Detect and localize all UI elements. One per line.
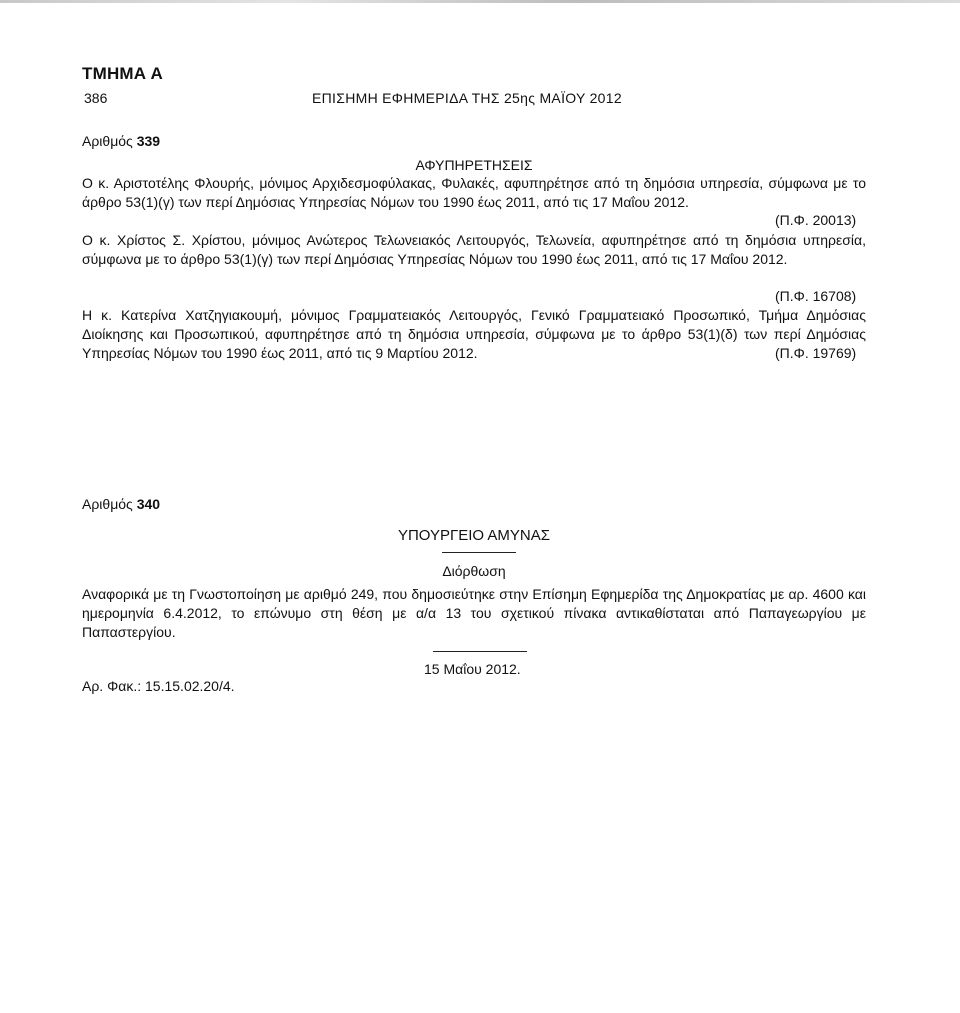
entry-1-text: Ο κ. Αριστοτέλης Φλουρής, μόνιμος Αρχιδεσμοφύλακας, Φυλακές, αφυπηρέτησε από τη δημόσια υπηρεσία, σύμφωνα με το άρθρο 53(1)(γ) των περί Δημόσιας Υπηρεσίας Νόμων του 1990 έως 2011, από τις 17 Μαΐου 2012. <box>82 175 866 210</box>
entry-3-ref: (Π.Φ. 19769) <box>775 345 857 361</box>
entry-3-text <box>82 287 866 363</box>
entry-2-ref: (Π.Φ. 16708) <box>775 288 857 304</box>
correction-body: Αναφορικά με τη Γνωστοποίηση με αριθμό 249, που δημοσιεύτηκε στην Επίσημη Εφημερίδα της Δημοκρατίας με αρ. 4600 και ημερομηνία 6.4.2012, το επώνυμο στη θέση με α/α 13 του σχετικού πίνακα αντικαθίσταται από Παπαγεωργίου με Παπαστεργίου. <box>82 586 866 640</box>
correction-subheading: Διόρθωση <box>442 563 506 579</box>
entry-3-body: Η κ. Κατερίνα Χατζηγιακουμή, μόνιμος Γραμματειακός Λειτουργός, Γενικό Γραμματειακό Προσωπικό, Τμήμα Δημόσιας Διοίκησης και Προσωπικού, αφυπηρέτησε από τη δημόσια υπηρεσία, σύμφωνα με το άρθρο 53(1)(δ) των περί Δημόσιας Υπηρεσίας Νόμων του 1990 έως 2011, από τις 9 Μαρτίου 2012. <box>82 307 866 361</box>
notice-340-number <box>82 496 160 512</box>
running-head: ΕΠΙΣΗΜΗ ΕΦΗΜΕΡΙΔΑ ΤΗΣ 25ης ΜΑΪΟΥ 2012 <box>312 90 622 106</box>
notice-number-value: 340 <box>136 496 161 512</box>
page-number: 386 <box>84 90 108 106</box>
entry-1-ref: (Π.Φ. 20013) <box>775 212 857 228</box>
entry-2-text: Ο κ. Χρίστος Σ. Χρίστου, μόνιμος Ανώτερος Τελωνειακός Λειτουργός, Τελωνεία, αφυπηρέτησε από τη δημόσια υπηρεσία, σύμφωνα με το άρθρο 53(1)(γ) των περί Δημόσιας Υπηρεσίας Νόμων του 1990 έως 2011, από τις 17 Μαΐου 2012. <box>82 232 866 267</box>
notice-number-value: 339 <box>136 133 161 149</box>
heading-rule <box>442 552 516 553</box>
scan-edge-artifact <box>0 0 960 3</box>
ministry-heading: ΥΠΟΥΡΓΕΙΟ ΑΜΥΝΑΣ <box>397 527 551 544</box>
section-label: ΤΜΗΜΑ Α <box>82 64 164 83</box>
notice-number-prefix: Αριθμός <box>82 496 137 512</box>
file-reference: Αρ. Φακ.: 15.15.02.20/4. <box>82 678 235 694</box>
notice-date: 15 Μαΐου 2012. <box>424 661 521 677</box>
notice-339-heading: ΑΦΥΠΗΡΕΤΗΣΕΙΣ <box>415 157 533 173</box>
notice-339-number <box>82 133 160 149</box>
date-rule <box>433 651 527 652</box>
notice-number-prefix: Αριθμός <box>82 133 137 149</box>
